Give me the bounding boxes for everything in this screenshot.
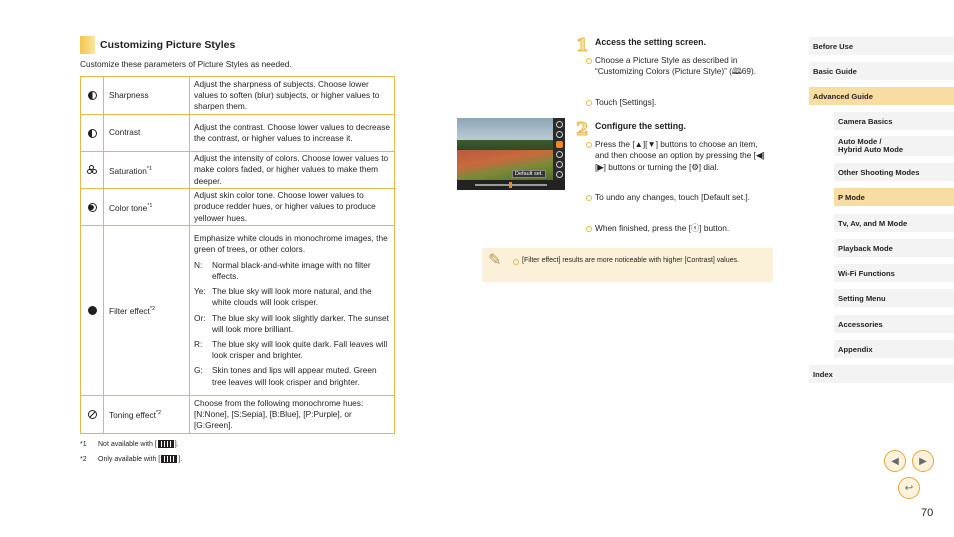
footnote-ref: *2 (149, 306, 156, 313)
mode-icon (158, 440, 174, 448)
filter-text: The blue sky will look quite dark. Fall leaves will look crisper and brighter. (212, 338, 388, 361)
param-name: Sharpness (109, 89, 149, 100)
nav-p-mode[interactable]: P Mode (834, 188, 954, 206)
camera-slider (457, 180, 565, 190)
step-1 (576, 35, 776, 56)
param-desc: Adjust the intensity of colors. Choose lower values to make colors faded, or higher values to make them deeper. (190, 152, 395, 189)
param-icon (556, 151, 563, 158)
table-row (81, 77, 395, 115)
param-icon (556, 171, 563, 178)
section-intro: Customize these parameters of Picture Styles as needed. (80, 59, 292, 69)
nav-index[interactable]: Index (809, 365, 954, 383)
step-title: Configure the setting. (595, 121, 686, 131)
nav-basic-guide[interactable]: Basic Guide (809, 62, 954, 80)
list-item (194, 339, 391, 361)
param-icon (556, 161, 563, 168)
param-name: Contrast (109, 127, 141, 138)
filter-effect-icon (88, 306, 97, 315)
default-set-label: Default set. (512, 170, 546, 178)
table-row (81, 115, 395, 152)
nav-camera-basics[interactable]: Camera Basics (834, 112, 954, 130)
footnotes (80, 440, 182, 470)
param-name: Saturation (109, 165, 147, 176)
bullet-item: Press the [▲][▼] buttons to choose an item, and then choose an option by pressing the [◀][▶] buttons or turning the [⚙] dial. (586, 139, 768, 173)
filter-intro: Emphasize white clouds in monochrome images, the green of trees, or other colors. (194, 233, 388, 255)
nav-wifi-functions[interactable]: Wi-Fi Functions (834, 264, 954, 282)
table-row (81, 189, 395, 226)
note-box (482, 248, 773, 282)
step-number: 2 (576, 119, 589, 140)
param-desc: Adjust the sharpness of subjects. Choose lower values to soften (blur) subjects, or higher values to sharpen them. (190, 77, 395, 115)
table-row (81, 396, 395, 434)
step-2 (576, 119, 776, 140)
filter-text: The blue sky will look more natural, and the white clouds will look crisper. (212, 286, 372, 308)
param-desc: Choose from the following monochrome hues: [N:None], [S:Sepia], [B:Blue], [P:Purple], or [G:Green]. (190, 396, 395, 434)
menu-icon (556, 131, 563, 138)
back-icon: ↩ (904, 482, 914, 494)
nav-appendix[interactable]: Appendix (834, 340, 954, 358)
bullet-item: Choose a Picture Style as described in “Customizing Colors (Picture Style)” (🕮69). (586, 55, 768, 78)
heading-marker (80, 36, 95, 54)
back-button[interactable] (898, 477, 920, 499)
camera-side-menu (553, 118, 565, 180)
footnote-ref: *1 (147, 202, 153, 209)
list-item (194, 286, 391, 308)
list-item (194, 365, 391, 387)
bullet-item: Touch [Settings]. (586, 97, 768, 108)
param-desc: Adjust the contrast. Choose lower values to decrease the contrast, or higher values to increase it. (190, 115, 395, 152)
camera-screen-image (457, 118, 565, 190)
table-row (81, 152, 395, 189)
nav-setting-menu[interactable]: Setting Menu (834, 289, 954, 307)
footnote-ref: *2 (155, 410, 162, 417)
bullet-item: To undo any changes, touch [Default set.]. (586, 192, 768, 203)
footnote-key: *1 (80, 441, 87, 448)
nav-playback-mode[interactable]: Playback Mode (834, 239, 954, 257)
nav-before-use[interactable]: Before Use (809, 37, 954, 55)
footnote (80, 455, 182, 464)
section-title: Customizing Picture Styles (100, 39, 236, 51)
sharpness-icon (88, 91, 97, 100)
bullet-item: When finished, press the [ⓢ] button. (586, 223, 768, 234)
arrow-left-icon: ◀ (891, 455, 899, 467)
filter-key: N: (194, 259, 203, 270)
filter-desc (190, 226, 395, 396)
color-tone-icon (88, 203, 97, 212)
table-row (81, 226, 395, 396)
footnote (80, 440, 182, 449)
filter-text: Skin tones and lips will appear muted. Green tree leaves will look crisper and brighter. (212, 365, 377, 387)
param-desc: Adjust skin color tone. Choose lower values to produce redder hues, or higher values to produce yellower hues. (190, 189, 395, 226)
nav-tv-av-m-mode[interactable]: Tv, Av, and M Mode (834, 214, 954, 232)
param-name: Toning effect (109, 409, 156, 420)
filter-key: Or: (194, 312, 206, 323)
filter-text: Normal black-and-white image with no filter effects. (212, 259, 371, 281)
nav-label: Hybrid Auto Mode (838, 145, 904, 154)
step-number: 1 (576, 35, 589, 56)
filter-key: Ye: (194, 286, 206, 297)
contrast-icon (88, 129, 97, 138)
toning-effect-icon (88, 410, 97, 419)
footnote-ref: *1 (146, 165, 153, 172)
nav-advanced-guide[interactable]: Advanced Guide (809, 87, 954, 105)
note-text: [Filter effect] results are more noticeable with higher [Contrast] values. (513, 256, 768, 266)
filter-key: R: (194, 338, 203, 349)
slider-knob (509, 182, 512, 188)
nav-auto-mode[interactable] (834, 136, 954, 156)
filter-key: G: (194, 365, 203, 376)
next-page-button[interactable] (912, 450, 934, 472)
param-name: Filter effect (109, 305, 150, 316)
picture-style-table (80, 76, 395, 434)
return-icon (556, 121, 563, 128)
mode-icon (161, 455, 177, 463)
filter-text: The blue sky will look slightly darker. The sunset will look more brilliant. (212, 312, 389, 334)
footnote-text: Only available with [ ]. (98, 456, 183, 463)
saturation-icon (87, 165, 97, 175)
param-name: Color tone (109, 202, 148, 213)
nav-label: Auto Mode / (838, 136, 882, 146)
arrow-right-icon: ▶ (919, 455, 927, 467)
footnote-key: *2 (80, 456, 87, 463)
section-heading (80, 36, 235, 54)
footnote-text: Not available with [ ]. (98, 441, 179, 448)
page-number: 70 (921, 507, 934, 519)
nav-accessories[interactable]: Accessories (834, 315, 954, 333)
step-title: Access the setting screen. (595, 37, 706, 47)
selected-param-icon (556, 141, 563, 148)
prev-page-button[interactable] (884, 450, 906, 472)
list-item (194, 260, 391, 282)
pencil-icon: ✎ (488, 252, 502, 269)
list-item (194, 313, 391, 335)
nav-other-shooting-modes[interactable]: Other Shooting Modes (834, 163, 954, 181)
